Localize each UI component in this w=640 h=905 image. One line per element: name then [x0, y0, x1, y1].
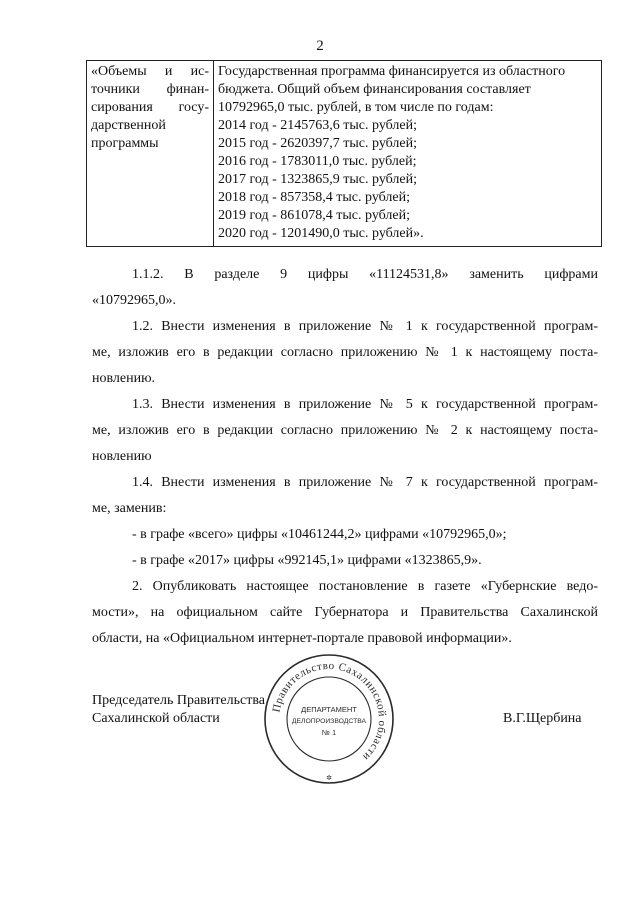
cell-line: Государственная программа финансируется из областного: [218, 64, 566, 79]
signatory-name: В.Г.Щербина: [503, 711, 582, 726]
paragraph-line: 1.2. Внести изменения в приложение № 1 к государственной програм-: [132, 319, 598, 334]
cell-line: точники финан-: [91, 82, 209, 97]
paragraph-1-4: [92, 470, 598, 522]
cell-line: «Объемы и ис-: [91, 64, 209, 79]
cell-line: программы: [91, 136, 159, 151]
paragraph-line: ме, изложив его в редакции согласно приложению № 1 к настоящему поста-: [92, 345, 598, 360]
signatory-position-line: Председатель Правительства: [92, 693, 265, 708]
paragraph-line: новлению: [92, 449, 152, 464]
cell-line: бюджета. Общий объем финансирования составляет: [218, 82, 531, 97]
paragraph-line: - в графе «2017» цифры «992145,1» цифрами «1323865,9».: [132, 553, 482, 568]
paragraph-line: «10792965,0».: [92, 293, 176, 308]
table-cell-label: [87, 61, 214, 247]
passport-table: [86, 60, 602, 247]
signatory-position: [92, 692, 265, 728]
paragraph-line: 1.3. Внести изменения в приложение № 5 к государственной програм-: [132, 397, 598, 412]
paragraph-line: 1.1.2. В разделе 9 цифры «11124531,8» заменить цифрами: [132, 267, 598, 282]
paragraph-line: области, на «Официальном интернет-портале правовой информации».: [92, 631, 512, 646]
paragraph-item-total: [92, 522, 598, 548]
cell-line: сирования госу-: [91, 100, 209, 115]
stamp-inner-line: ДЕПАРТАМЕНТ: [301, 705, 357, 714]
stamp-inner-line: ДЕЛОПРОИЗВОДСТВА: [291, 718, 367, 725]
paragraph-1-2: [92, 314, 598, 392]
paragraph-line: ме, изложив его в редакции согласно приложению № 2 к настоящему поста-: [92, 423, 598, 438]
official-stamp: [262, 652, 396, 786]
paragraph-line: ме, заменив:: [92, 501, 167, 516]
page-number: 2: [316, 38, 324, 54]
cell-line: 2020 год - 1201490,0 тыс. рублей».: [218, 226, 424, 241]
table-cell-value: [214, 61, 602, 247]
paragraph-line: мости», на официальном сайте Губернатора и Правительства Сахалинской: [92, 605, 598, 620]
cell-line: 2014 год - 2145763,6 тыс. рублей;: [218, 118, 418, 133]
stamp-ring-text: Правительство Сахалинской области: [270, 659, 389, 764]
paragraph-1-3: [92, 392, 598, 470]
cell-line: 2016 год - 1783011,0 тыс. рублей;: [218, 154, 417, 169]
cell-line: дарственной: [91, 118, 166, 133]
paragraph-item-2017: [92, 548, 598, 574]
cell-line: 2018 год - 857358,4 тыс. рублей;: [218, 190, 411, 205]
cell-line: 10792965,0 тыс. рублей, в том числе по годам:: [218, 100, 494, 115]
table-row: [87, 61, 602, 247]
cell-line: 2015 год - 2620397,7 тыс. рублей;: [218, 136, 418, 151]
signatory-position-line: Сахалинской области: [92, 711, 220, 726]
paragraph-2: [92, 574, 598, 652]
paragraph-line: 1.4. Внести изменения в приложение № 7 к государственной програм-: [132, 475, 598, 490]
paragraph-line: новлению.: [92, 371, 156, 386]
paragraph-line: 2. Опубликовать настоящее постановление в газете «Губернские ведо-: [132, 579, 598, 594]
paragraph-line: - в графе «всего» цифры «10461244,2» цифрами «10792965,0»;: [132, 527, 507, 542]
stamp-inner-line: № 1: [321, 728, 337, 737]
paragraph-1-1-2: [92, 262, 598, 314]
stamp-star-icon: ✲: [326, 774, 332, 782]
cell-line: 2019 год - 861078,4 тыс. рублей;: [218, 208, 411, 223]
cell-line: 2017 год - 1323865,9 тыс. рублей;: [218, 172, 418, 187]
